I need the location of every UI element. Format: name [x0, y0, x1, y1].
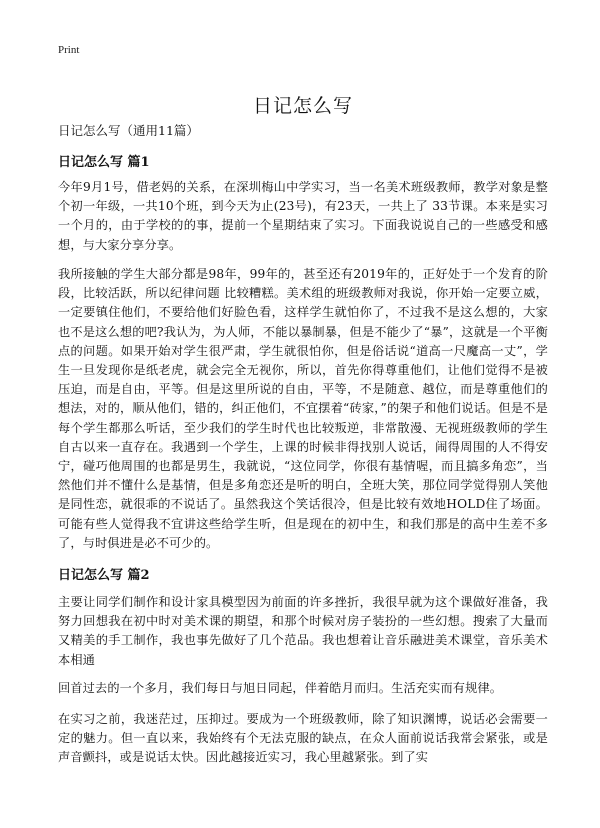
page-title: 日记怎么写: [252, 94, 353, 117]
paragraph: 在实习之前，我迷茫过，压抑过。要成为一个班级教师，除了知识渊博，说话必会需要一定的魅力。但一直以来，我始终有个无法克服的缺点，在众人面前说话我常会紧张，或是声音颤抖，或是说话太快。因此越接近实习，我心里越紧张。到了实: [58, 712, 548, 765]
document-subtitle: 日记怎么写（通用11篇）: [58, 123, 199, 138]
section-heading-2: 日记怎么写 篇2: [58, 568, 150, 583]
paragraph: 今年9月1号，借老妈的关系，在深圳梅山中学实习，当一名美术班级教师，教学对象是整个初一年级，一共10个班，到今天为止(23号)，有23天，一共上了 33节课。本来是实习一个月的，由于学校的的事，提前一个星期结束了实习。下面我说说自己的一些感受和感想，与大家分享分享。: [58, 180, 548, 252]
paragraph: 我所接触的学生大部分都是98年，99年的，甚至还有2019年的，正好处于一个发育的阶段，比较活跃，所以纪律问题 比较糟糕。美术组的班级教师对我说，你开始一定要立威，一定要镇住他们，不要给他们好脸色看，这样学生就怕你了，不过我不是这么想的，大家也不是这么想的吧?我认为，为人师，不能以暴制暴，但是不能少了“暴”，这就是一个平衡点的问题。如果开始对学生很严肃，学生就很怕你，但是俗话说“道高一尺魔高一丈”，学生一旦发现你是纸老虎，就会完全无视你，所以，首先你得尊重他们，让他们觉得不是被压迫，而是自由，平等。但是这里所说的自由，平等，不是随意、越位，而是尊重他们的想法，对的，顺从他们，错的，纠正他们，不宜摆着“砖家，”的架子和他们说话。但是不是每个学生都那么听话，至少我们的学生时代也比较叛逆，非常散漫、无视班级教师的学生自古以来一直存在。我遇到一个学生，上课的时候非得找别人说话，闹得周围的人不得安宁，碰巧他周围的也都是男生，我就说，“这位同学，你很有基情喔，而且搞多角恋”，当然他们并不懂什么是基情，但是多角恋还是听的明白，全班大笑，那位同学觉得别人笑他是同性恋，就很乖的不说话了。虽然我这个笑话很冷，但是比较有效地HOLD住了场面。可能有些人觉得我不宜讲这些给学生听，但是现在的初中生，和我们那是的高中生差不多了，与时俱进是必不可少的。: [58, 267, 548, 550]
section-heading-1: 日记怎么写 篇1: [58, 155, 150, 170]
paragraph: 回首过去的一个多月，我们每日与旭日同起，伴着皓月而归。生活充实而有规律。: [58, 681, 503, 695]
paragraph: 主要让同学们制作和设计家具模型因为前面的许多挫折，我很早就为这个课做好准备，我努力回想我在初中时对美术课的期望，和那个时候对房子装扮的一些幻想。搜索了大量而又精美的手工制作，我也事先做好了几个范品。我也想着让音乐融进美术课堂，音乐美术本相通: [58, 595, 548, 667]
print-link[interactable]: Print: [58, 44, 80, 56]
